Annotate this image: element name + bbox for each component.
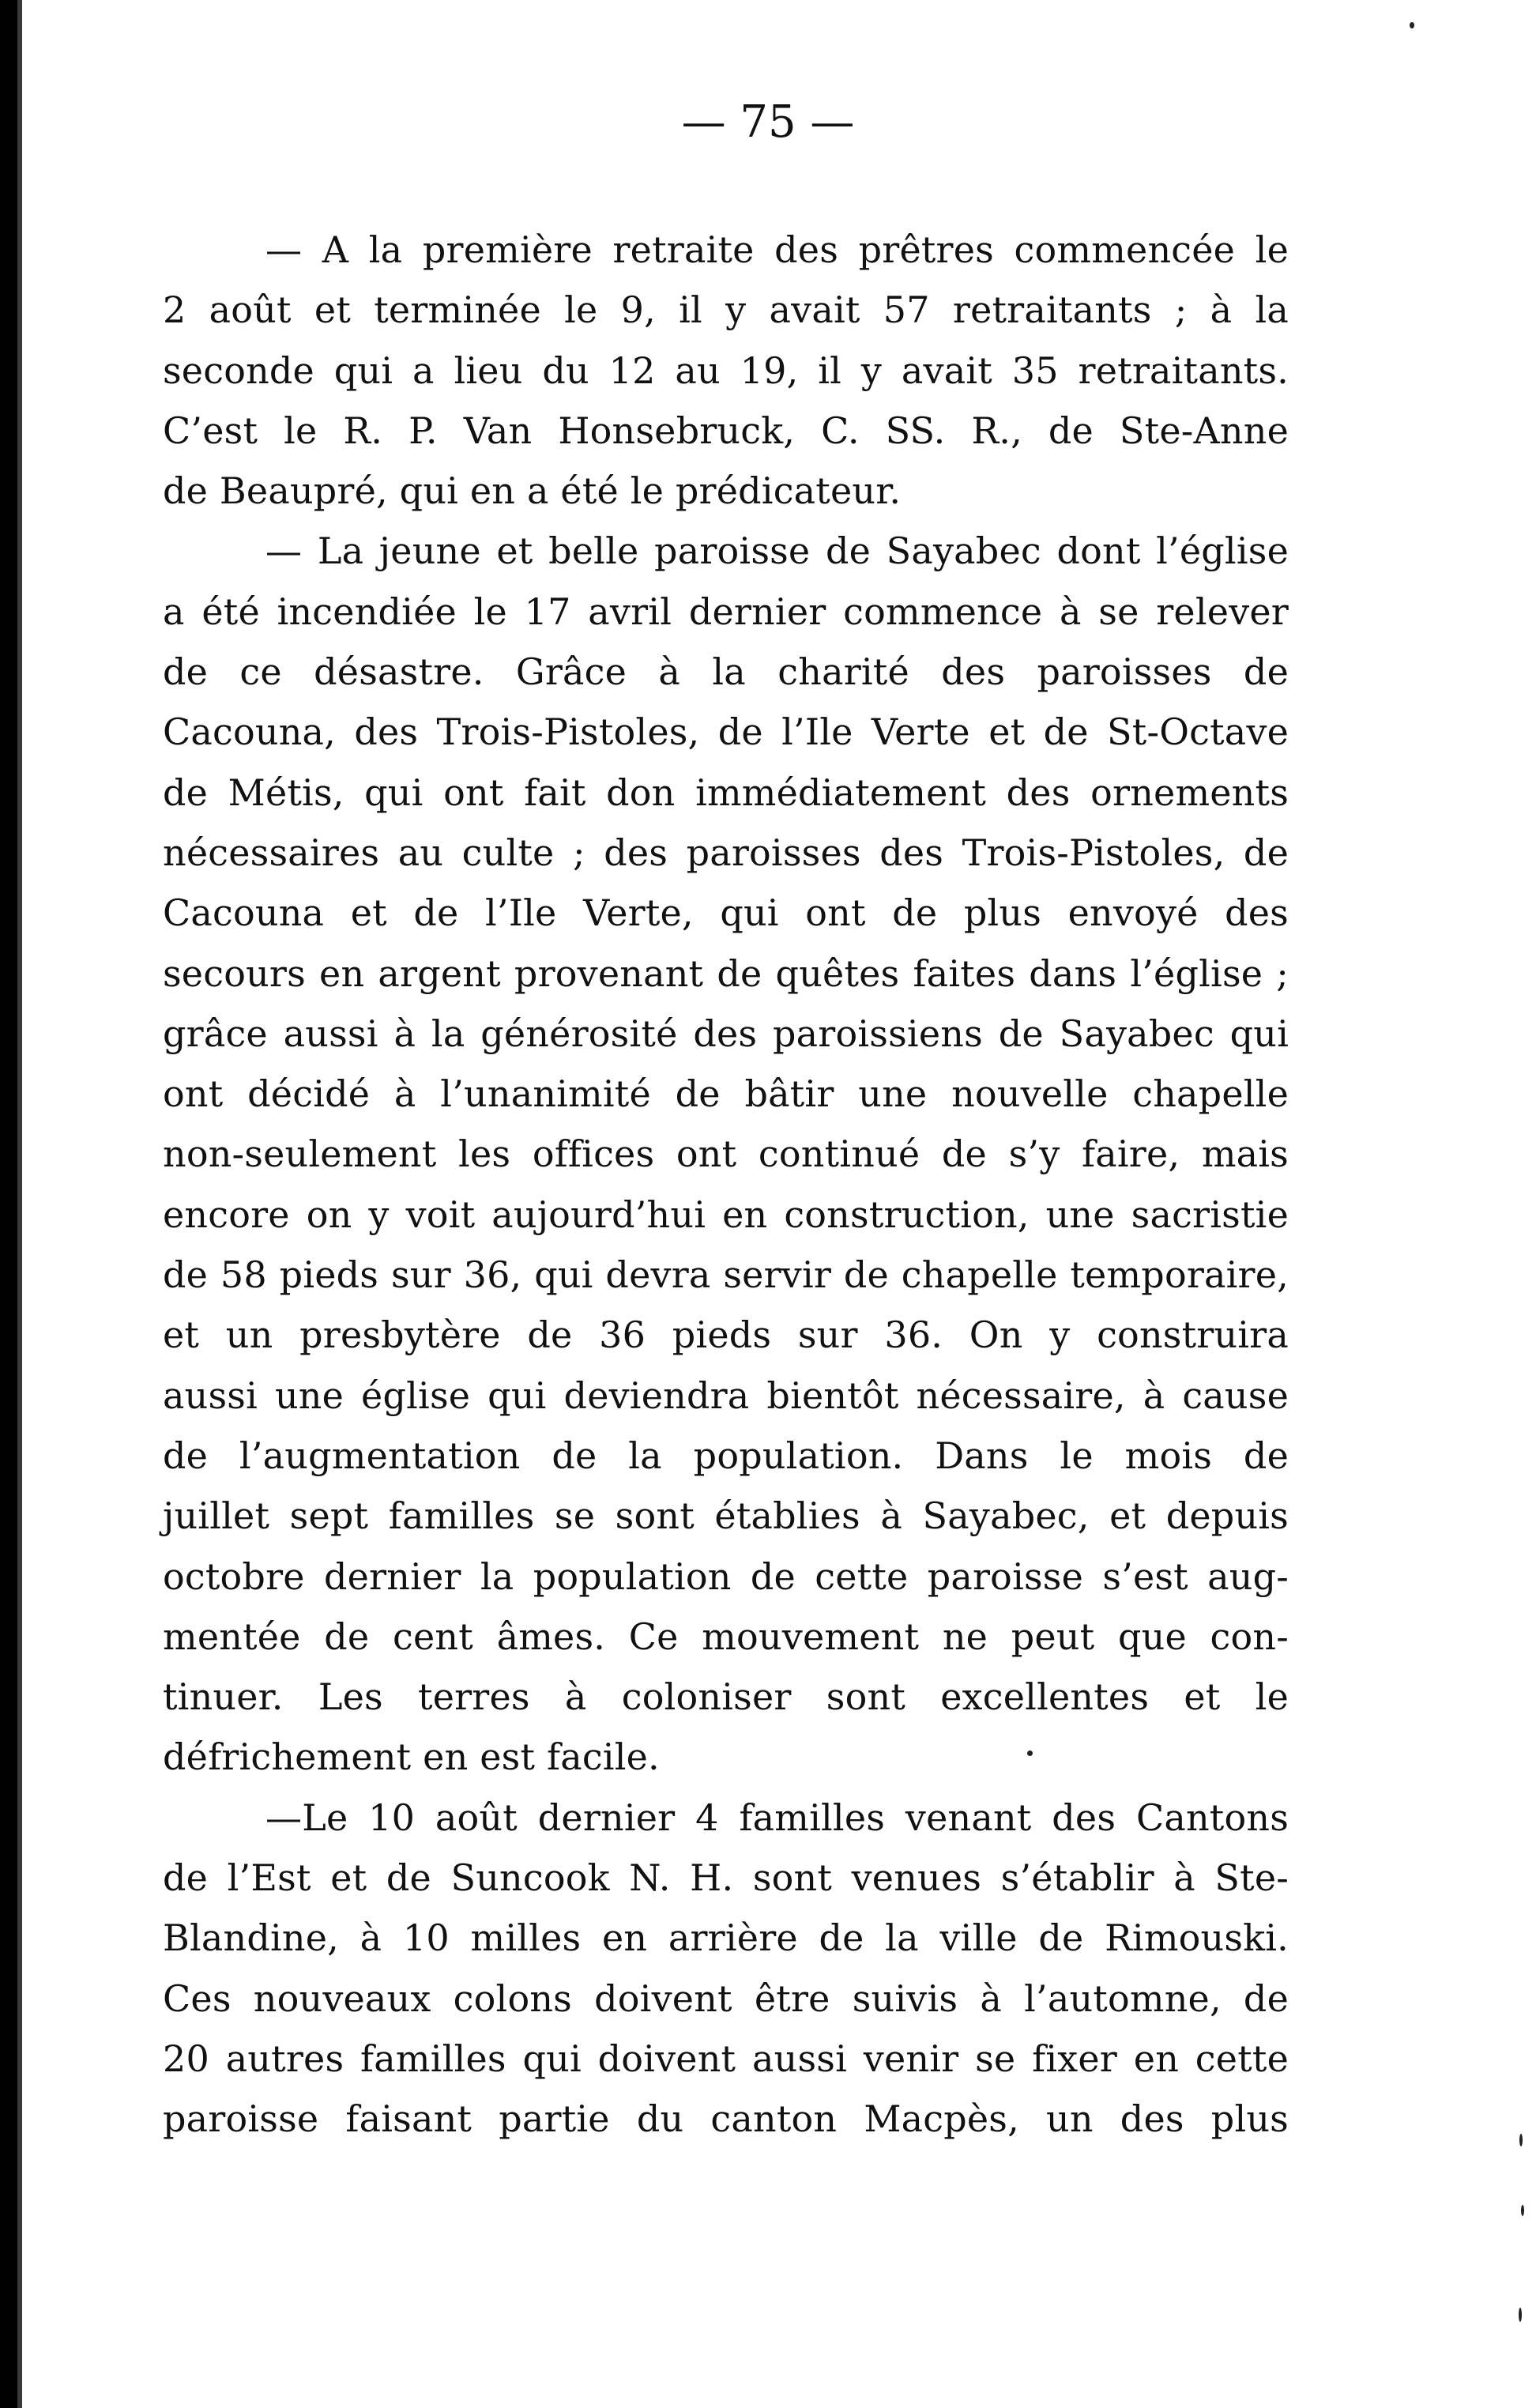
text-line: mentée de cent âmes. Ce mouvement ne peut que con-: [163, 1615, 1289, 1658]
text-line: — La jeune et belle paroisse de Sayabec dont l’église: [265, 529, 1289, 573]
text-line: seconde qui a lieu du 12 au 19, il y avait 35 retraitants.: [163, 349, 1289, 392]
text-line: de 58 pieds sur 36, qui devra servir de chapelle temporaire,: [163, 1253, 1289, 1297]
text-line: 20 autres familles qui doivent aussi venir se fixer en cette: [163, 2037, 1289, 2080]
text-line: tinuer. Les terres à coloniser sont excellentes et le: [163, 1675, 1289, 1719]
text-line: ont décidé à l’unanimité de bâtir une nouvelle chapelle: [163, 1072, 1289, 1116]
text-line: secours en argent provenant de quêtes faites dans l’église ;: [163, 952, 1289, 995]
text-line: C’est le R. P. Van Honsebruck, C. SS. R., de Ste-Anne: [163, 409, 1289, 452]
text-line: grâce aussi à la générosité des paroissiens de Sayabec qui: [163, 1012, 1289, 1055]
print-speck: [1519, 2308, 1522, 2322]
text-line: défrichement en est facile.: [163, 1735, 660, 1779]
text-line: non-seulement les offices ont continué de s’y faire, mais: [163, 1132, 1289, 1176]
print-speck: [1410, 22, 1414, 28]
text-line: 2 août et terminée le 9, il y avait 57 retraitants ; à la: [163, 288, 1289, 332]
text-line: nécessaires au culte ; des paroisses des Trois-Pistoles, de: [163, 831, 1289, 874]
text-line: —Le 10 août dernier 4 familles venant des Cantons: [265, 1796, 1289, 1839]
text-line: aussi une église qui deviendra bientôt nécessaire, à cause: [163, 1374, 1289, 1417]
scan-border: [0, 0, 17, 2408]
text-line: et un presbytère de 36 pieds sur 36. On y construira: [163, 1313, 1289, 1357]
text-line: Cacouna, des Trois-Pistoles, de l’Ile Verte et de St-Octave: [163, 710, 1289, 754]
text-line: juillet sept familles se sont établies à Sayabec, et depuis: [163, 1494, 1289, 1538]
body-text: [163, 220, 1289, 2150]
text-line: de l’augmentation de la population. Dans le mois de: [163, 1434, 1289, 1477]
text-line: — A la première retraite des prêtres commencée le: [265, 228, 1289, 271]
page-number: — 75 —: [681, 96, 855, 148]
text-line: paroisse faisant partie du canton Macpès, un des plus: [163, 2097, 1289, 2141]
print-speck: [1027, 1750, 1033, 1756]
text-line: Blandine, à 10 milles en arrière de la ville de Rimouski.: [163, 1916, 1289, 1960]
text-line: a été incendiée le 17 avril dernier commence à se relever: [163, 590, 1289, 633]
text-line: de ce désastre. Grâce à la charité des paroisses de: [163, 650, 1289, 694]
text-line: Cacouna et de l’Ile Verte, qui ont de plus envoyé des: [163, 891, 1289, 935]
text-line: de Métis, qui ont fait don immédiatement des ornements: [163, 771, 1289, 814]
print-speck: [1521, 2205, 1524, 2216]
text-line: de l’Est et de Suncook N. H. sont venues s’établir à Ste-: [163, 1856, 1289, 1900]
text-line: octobre dernier la population de cette paroisse s’est aug-: [163, 1554, 1289, 1598]
scan-border-shadow: [17, 0, 22, 2408]
text-line: de Beaupré, qui en a été le prédicateur.: [163, 469, 902, 513]
text-line: Ces nouveaux colons doivent être suivis à l’automne, de: [163, 1977, 1289, 2020]
print-speck: [1519, 2134, 1523, 2146]
text-line: encore on y voit aujourd’hui en construction, une sacristie: [163, 1193, 1289, 1236]
